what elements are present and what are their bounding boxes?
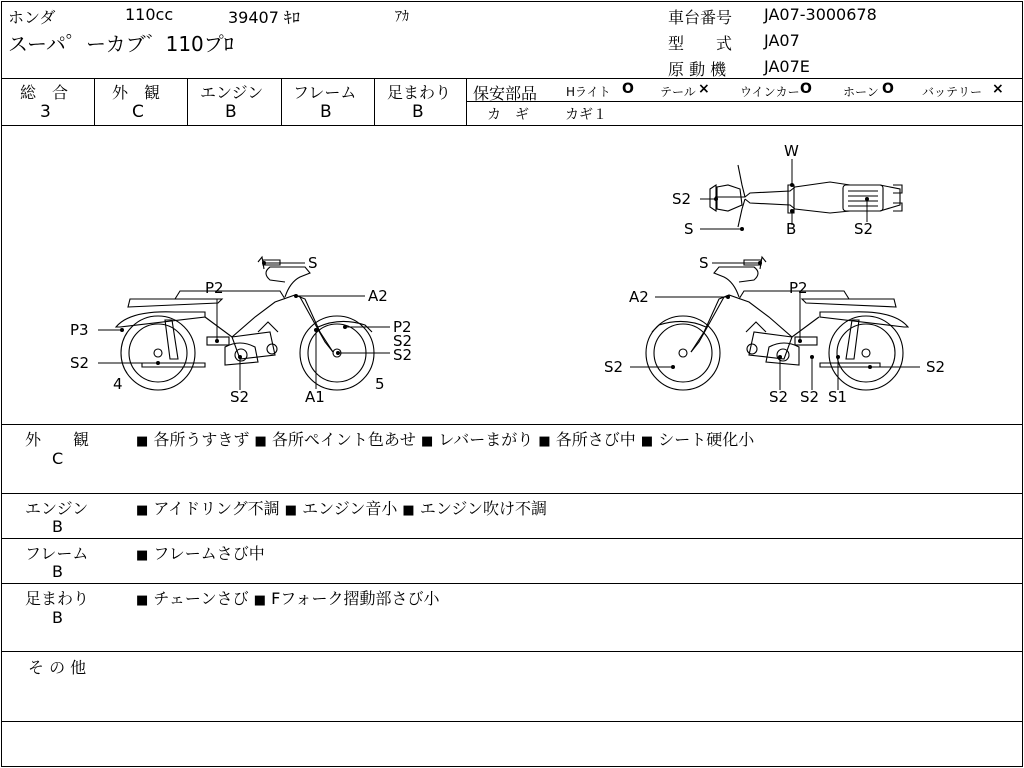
displacement: 110cc bbox=[125, 5, 174, 24]
right-label-s2-rear: S2 bbox=[926, 358, 946, 376]
grade-suspension: B bbox=[412, 102, 424, 122]
safety-item-tail: テール bbox=[660, 85, 696, 99]
remark-item: シート硬化小 bbox=[658, 430, 755, 449]
remark-item: 各所さび中 bbox=[555, 430, 636, 449]
top-label-s: S bbox=[684, 220, 694, 238]
horn-mark: O bbox=[882, 81, 894, 97]
safety-item-horn: ホーン bbox=[843, 85, 879, 99]
bullet-icon: ■ bbox=[254, 434, 267, 449]
safety-label: 保安部品 bbox=[473, 84, 538, 103]
left-label-4: 4 bbox=[113, 375, 123, 393]
left-label-5: 5 bbox=[375, 375, 385, 393]
left-label-s2-a: S2 bbox=[393, 332, 413, 350]
remark-item: フレームさび中 bbox=[153, 544, 265, 563]
model-code: JA07 bbox=[764, 31, 800, 50]
left-label-a1: A1 bbox=[305, 388, 325, 406]
grade-total: 3 bbox=[40, 102, 51, 122]
engine-label: 原 動 機 bbox=[668, 60, 727, 79]
right-side-bike-drawing bbox=[646, 257, 908, 390]
left-side-bike-drawing bbox=[116, 257, 374, 390]
right-label-s: S bbox=[699, 254, 709, 272]
remark-suspension-label: 足まわり bbox=[25, 589, 90, 608]
right-label-a2: A2 bbox=[629, 288, 649, 306]
bullet-icon: ■ bbox=[284, 503, 298, 518]
left-label-s2-front: S2 bbox=[70, 354, 90, 372]
remark-engine-grade: B bbox=[52, 517, 63, 536]
grade-engine-label: エンジン bbox=[200, 83, 264, 102]
tail-mark: × bbox=[698, 81, 710, 97]
top-label-b: B bbox=[786, 220, 797, 238]
right-label-s2-a: S2 bbox=[769, 388, 789, 406]
top-label-s2-left: S2 bbox=[672, 190, 692, 208]
bullet-icon: ■ bbox=[136, 593, 149, 608]
remark-item: レバーまがり bbox=[438, 430, 534, 449]
remark-frame-items bbox=[136, 541, 265, 564]
mileage: 39407 ｷﾛ bbox=[228, 8, 300, 27]
remark-engine-items bbox=[136, 496, 547, 519]
safety-item-winker: ウインカー bbox=[740, 85, 800, 99]
left-label-s2-b: S2 bbox=[393, 346, 413, 364]
remark-other-label: そ の 他 bbox=[28, 658, 87, 677]
key-value: カギ１ bbox=[565, 107, 607, 123]
bullet-icon: ■ bbox=[253, 593, 266, 608]
grade-exterior-label: 外 観 bbox=[112, 83, 161, 102]
grade-frame: B bbox=[320, 102, 332, 122]
remark-exterior-grade: C bbox=[52, 449, 64, 468]
remark-item: エンジン音小 bbox=[302, 499, 398, 518]
winker-mark: O bbox=[800, 81, 812, 97]
right-label-s1: S1 bbox=[828, 388, 848, 406]
remark-item: アイドリング不調 bbox=[153, 499, 280, 518]
remark-frame-label: フレーム bbox=[25, 544, 89, 563]
grade-exterior: C bbox=[132, 102, 144, 122]
left-label-s2-bottom: S2 bbox=[230, 388, 250, 406]
top-label-s2-right: S2 bbox=[854, 220, 874, 238]
remark-item: 各所うすきず bbox=[153, 430, 250, 449]
remark-engine-label: エンジン bbox=[25, 499, 89, 518]
bullet-icon: ■ bbox=[136, 434, 149, 449]
top-label-w: W bbox=[784, 142, 799, 160]
remark-exterior-items bbox=[136, 427, 754, 450]
bullet-icon: ■ bbox=[640, 434, 654, 449]
grade-suspension-label: 足まわり bbox=[387, 83, 452, 102]
left-label-p2-rear: P2 bbox=[393, 318, 412, 336]
right-label-s2-b: S2 bbox=[800, 388, 820, 406]
bullet-icon: ■ bbox=[136, 548, 149, 563]
grade-frame-label: フレーム bbox=[293, 83, 357, 102]
top-view-bike-drawing bbox=[710, 165, 902, 227]
bullet-icon: ■ bbox=[136, 503, 149, 518]
safety-item-headlight: Hライト bbox=[566, 85, 611, 99]
battery-mark: × bbox=[992, 81, 1004, 97]
remark-frame-grade: B bbox=[52, 562, 63, 581]
headlight-mark: O bbox=[622, 81, 634, 97]
left-label-a2: A2 bbox=[368, 287, 388, 305]
remark-item: 各所ペイント色あせ bbox=[271, 430, 416, 449]
bullet-icon: ■ bbox=[538, 434, 551, 449]
left-label-s: S bbox=[308, 254, 318, 272]
left-label-p2-top: P2 bbox=[205, 279, 224, 297]
frame-no: JA07-3000678 bbox=[764, 5, 877, 24]
engine-code: JA07E bbox=[764, 57, 810, 76]
remark-suspension-items bbox=[136, 586, 439, 609]
remark-item: チェーンさび bbox=[153, 589, 249, 608]
bullet-icon: ■ bbox=[421, 434, 434, 449]
right-label-s2-front: S2 bbox=[604, 358, 624, 376]
maker: ホンダ bbox=[8, 8, 56, 27]
key-label: カ ギ bbox=[487, 107, 529, 123]
grade-engine: B bbox=[225, 102, 237, 122]
right-label-p2: P2 bbox=[789, 279, 808, 297]
bullet-icon: ■ bbox=[402, 503, 415, 518]
remark-item: Fフォーク摺動部さび小 bbox=[271, 589, 440, 608]
color: ｱｶ bbox=[395, 9, 409, 25]
remark-exterior-label: 外 観 bbox=[25, 430, 90, 449]
model-name: スーパ゜ーカブ゛110プﾛ bbox=[8, 32, 234, 56]
frame-no-label: 車台番号 bbox=[668, 8, 733, 27]
model-label: 型 式 bbox=[668, 34, 733, 53]
remark-suspension-grade: B bbox=[52, 608, 63, 627]
grade-total-label: 総 合 bbox=[20, 83, 69, 102]
left-label-p3: P3 bbox=[70, 321, 89, 339]
remark-item: エンジン吹け不調 bbox=[419, 499, 548, 518]
damage-diagram bbox=[0, 127, 1024, 423]
safety-item-battery: バッテリー bbox=[922, 85, 983, 99]
